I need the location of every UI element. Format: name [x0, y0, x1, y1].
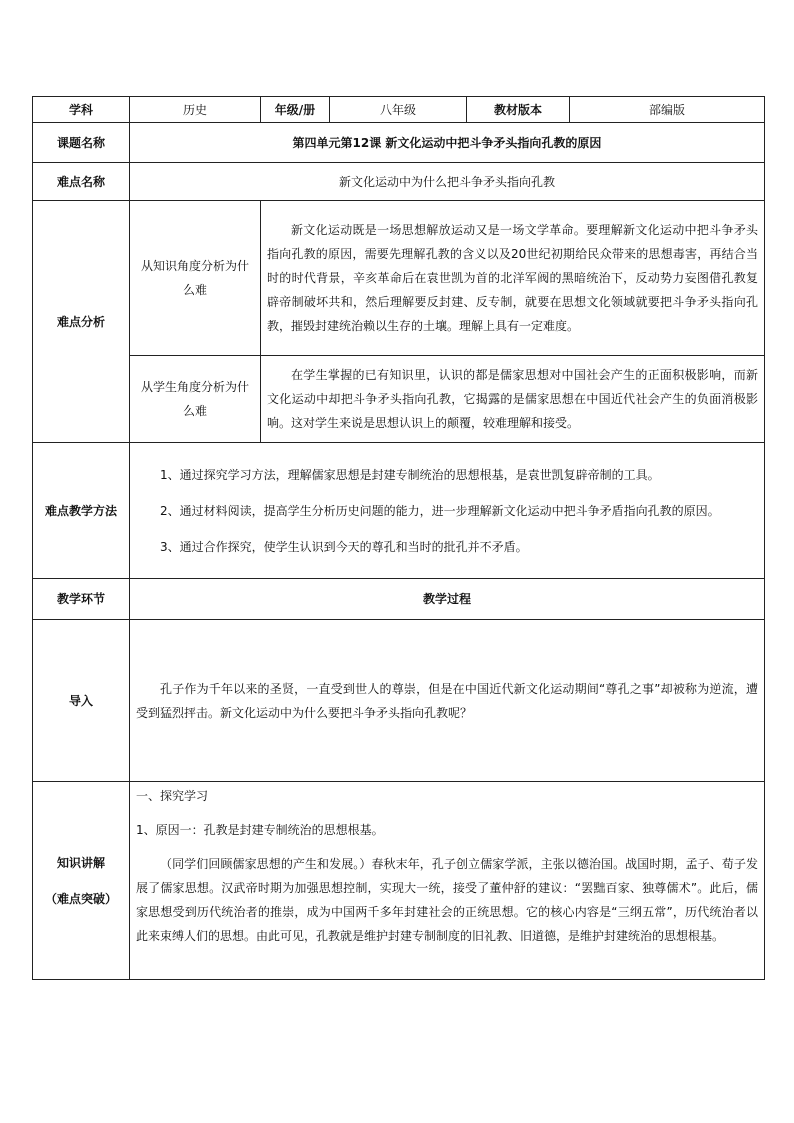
method-item: 2、通过材料阅读，提高学生分析历史问题的能力，进一步理解新文化运动中把斗争矛盾指向孔教的原因。 [160, 503, 720, 518]
knowledge-sublabel: （难点突破） [44, 891, 117, 906]
process-header-row [33, 579, 765, 620]
subject-label: 学科 [33, 97, 130, 123]
methods-row [33, 443, 765, 579]
intro-label: 导入 [33, 620, 130, 782]
lesson-title: 第四单元第12课 新文化运动中把斗争矛头指向孔教的原因 [130, 123, 765, 163]
intro-content [130, 620, 765, 782]
difficulty-value: 新文化运动中为什么把斗争矛头指向孔教 [130, 163, 765, 201]
knowledge-content [130, 782, 765, 980]
analysis-knowledge-row [33, 201, 765, 356]
method-item: 1、通过探究学习方法，理解儒家思想是封建专制统治的思想根基，是袁世凯复辟帝制的工具。 [160, 467, 660, 482]
analysis-student-row [33, 356, 765, 443]
methods-label: 难点教学方法 [33, 443, 130, 579]
reason-title: 1、原因一：孔教是封建专制统治的思想根基。 [136, 823, 384, 837]
knowledge-label: 知识讲解 [56, 855, 105, 870]
method-item: 3、通过合作探究，使学生认识到今天的尊孔和当时的批孔并不矛盾。 [160, 539, 528, 554]
knowledge-angle-paragraph: 新文化运动既是一场思想解放运动又是一场文学革命。要理解新文化运动中把斗争矛头指向孔教的原因，需要先理解孔教的含义以及20世纪初期给民众带来的思想毒害，再结合当时的时代背景，辛亥革命后在袁世凯为首的北洋军阀的黑暗统治下，反动势力妄图借孔教复辟帝制破坏共和，然后理解要反封建、反专制，就要在思想文化领域就要把斗争矛头指向孔教，摧毁封建统治赖以生存的土壤。理解上具有一定难度。 [267, 223, 758, 333]
knowledge-row [33, 782, 765, 980]
section-title: 一、探究学习 [136, 789, 209, 803]
textbook-label: 教材版本 [467, 97, 570, 123]
analysis-label: 难点分析 [33, 201, 130, 443]
lesson-label: 课题名称 [33, 123, 130, 163]
student-angle-paragraph: 在学生掌握的已有知识里，认识的都是儒家思想对中国社会产生的正面积极影响，而新文化运动中却把斗争矛头指向孔教，它揭露的是儒家思想在中国近代社会产生的负面消极影响。这对学生来说是思想认识上的颠覆，较难理解和接受。 [267, 368, 758, 430]
reason-paragraph: （同学们回顾儒家思想的产生和发展。）春秋末年，孔子创立儒家学派，主张以德治国。战国时期，孟子、荀子发展了儒家思想。汉武帝时期为加强思想控制，实现大一统，接受了董仲舒的建议：“罢黜百家、独尊儒术”。此后，儒家思想受到历代统治者的推崇，成为中国两千多年封建社会的正统思想。它的核心内容是“三纲五常”，历代统治者以此来束缚人们的思想。由此可见，孔教就是维护封建专制制度的旧礼教、旧道德，是维护封建统治的思想根基。 [136, 857, 758, 943]
stage-label: 教学环节 [33, 579, 130, 620]
knowledge-label-cell [33, 782, 130, 980]
knowledge-angle-text [261, 201, 765, 356]
intro-row [33, 620, 765, 782]
subject-value: 历史 [130, 97, 261, 123]
knowledge-angle-label: 从知识角度分析为什么难 [130, 201, 261, 356]
lesson-plan-table [32, 96, 765, 980]
methods-content [130, 443, 765, 579]
intro-paragraph: 孔子作为千年以来的圣贤，一直受到世人的尊崇，但是在中国近代新文化运动期间“尊孔之事”却被称为逆流，遭受到猛烈抨击。新文化运动中为什么要把斗争矛头指向孔教呢？ [136, 681, 758, 720]
difficulty-row [33, 163, 765, 201]
textbook-value: 部编版 [570, 97, 765, 123]
grade-value: 八年级 [330, 97, 467, 123]
student-angle-label: 从学生角度分析为什么难 [130, 356, 261, 443]
header-row [33, 97, 765, 123]
student-angle-text [261, 356, 765, 443]
lesson-row [33, 123, 765, 163]
process-label: 教学过程 [130, 579, 765, 620]
difficulty-label: 难点名称 [33, 163, 130, 201]
grade-label: 年级/册 [261, 97, 330, 123]
